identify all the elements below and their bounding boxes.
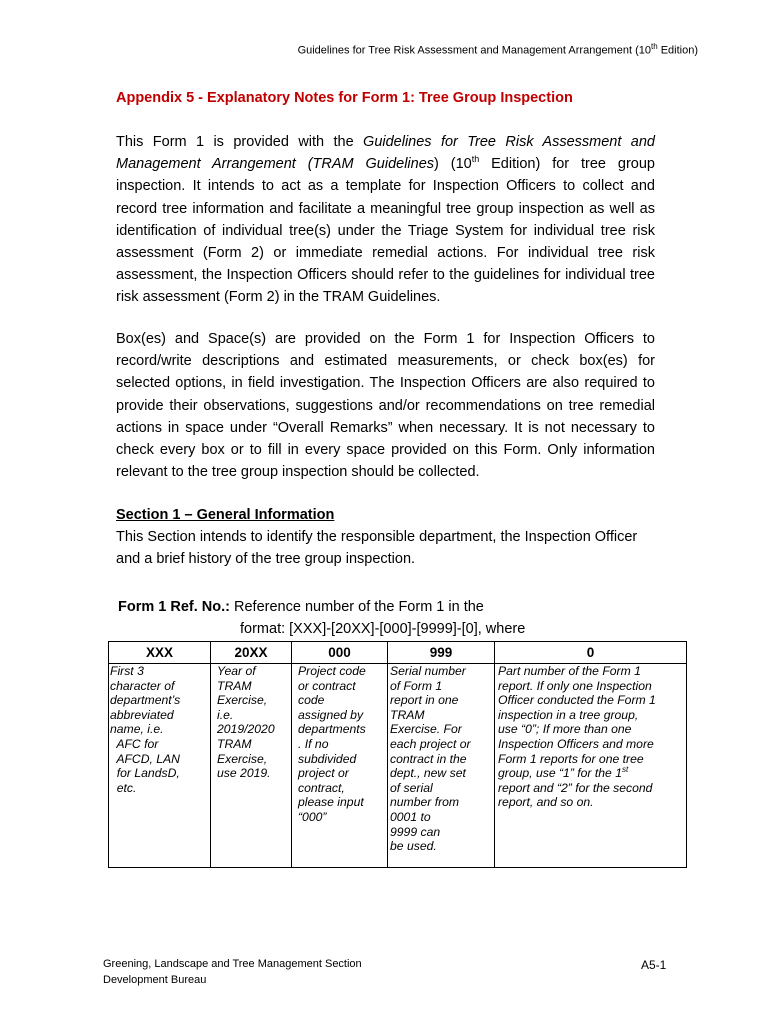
section-1-heading: Section 1 – General Information — [116, 507, 335, 523]
footer-section-name: Greening, Landscape and Tree Management Section — [103, 958, 362, 970]
box-space-paragraph: Box(es) and Space(s) are provided on the Form 1 for Inspection Officers to record/write descriptions and estimated measurements, or check box(es) for selected options, in field investigation. The Inspection Officers are also required to provide their observations, suggestions and/or recommendations on tree remedial actions in space under “Overall Remarks” when necessary. It is not necessary to check every box or to fill in every space provided on this Form. Only information relevant to the tree group inspection should be collected. — [116, 331, 655, 481]
table-row — [109, 664, 687, 868]
ref-no-line: Form 1 Ref. No.: Reference number of the Form 1 in the — [118, 599, 484, 615]
table-header-cell: 0 — [495, 642, 687, 664]
table-header-cell: 999 — [388, 642, 495, 664]
project-code-cell: Project code or contract code assigned by departments . If no subdivided project or contract, please input “000” — [292, 664, 388, 868]
section-1-text: This Section intends to identify the responsible department, the Inspection Officer and a brief history of the tree group inspection. — [116, 529, 638, 568]
year-cell: Year of TRAM Exercise, i.e. 2019/2020 TRAM Exercise, use 2019. — [211, 664, 292, 868]
footer-bureau-name: Development Bureau — [103, 974, 207, 986]
serial-number-cell: Serial number of Form 1 report in one TRAM Exercise. For each project or contract in the dept., new set of serial number from 0001 to 9999 can be used. — [388, 664, 495, 868]
table-header-cell: 20XX — [211, 642, 292, 664]
table-header-row — [109, 642, 687, 664]
ref-format-line: format: [XXX]-[20XX]-[000]-[9999]-[0], where — [240, 621, 526, 637]
part-number-cell: Part number of the Form 1 report. If only one Inspection Officer conducted the Form 1 inspection in a tree group, use “0”; If more than one Inspection Officers and more Form 1 reports for one tree group, use “1” for the 1st report and “2” for the second report, and so on. — [495, 664, 687, 868]
table-header-cell: XXX — [109, 642, 211, 664]
page-number: A5-1 — [641, 958, 667, 972]
ref-number-table — [108, 641, 687, 868]
dept-code-cell: First 3 character of department’s abbreviated name, i.e. AFC for AFCD, LAN for LandsD, etc. — [109, 664, 211, 868]
intro-paragraph: This Form 1 is provided with the Guidelines for Tree Risk Assessment and Management Arrangement (TRAM Guidelines) (10th Edition) for tree group inspection. It intends to act as a template for Inspection Officers to collect and record tree information and facilitate a meaningful tree group inspection as well as identification of individual tree(s) under the Triage System for individual tree risk assessment (Form 2) or immediate remedial actions. For individual tree risk assessment, the Inspection Officers should refer to the guidelines for individual tree risk assessment (Form 2) in the TRAM Guidelines. — [116, 134, 655, 306]
table-header-cell: 000 — [292, 642, 388, 664]
appendix-title: Appendix 5 - Explanatory Notes for Form 1: Tree Group Inspection — [116, 90, 573, 106]
running-header: Guidelines for Tree Risk Assessment and Management Arrangement (10th Edition) — [297, 42, 698, 57]
